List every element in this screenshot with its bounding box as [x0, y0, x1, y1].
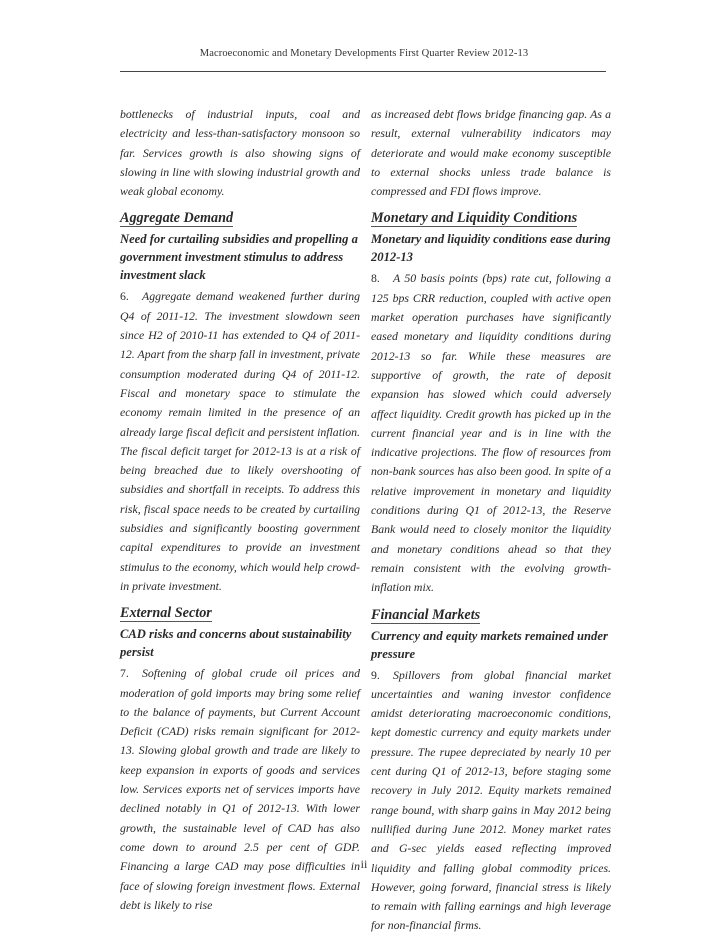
- paragraph-text: Softening of global crude oil prices and moderation of gold imports may bring some relief to the balance of payments, but Current Account Deficit (CAD) risks remain significant for 2012-13. Slowing global growth and trade are likely to keep expansion in exports of goods and services low. Services exports net of services imports have declined notably in Q1 of 2012-13. With lower growth, the sustainable level of CAD has also come down to around 2.5 per cent of GDP. Financing a large CAD may pose difficulties in face of slowing foreign investment flows. External debt is likely to rise: [120, 666, 360, 912]
- left-column: [120, 105, 360, 915]
- paragraph-8: [371, 269, 611, 597]
- paragraph-9: [371, 666, 611, 936]
- paragraph-6: [120, 287, 360, 596]
- header-rule: [120, 71, 606, 72]
- paragraph-text: A 50 basis points (bps) rate cut, following a 125 bps CRR reduction, coupled with active open market operation purchases have significantly eased monetary and liquidity conditions during 2012-13 so far. While these measures are supportive of growth, the rate of deposit expansion has slowed which could adversely affect liquidity. Credit growth has picked up in the current financial year and is in line with the indicative projections. The flow of resources from non-bank sources has also been good. In spite of a relative improvement in monetary and liquidity conditions during Q1 of 2012-13, the Reserve Bank would need to closely monitor the liquidity and monetary conditions ahead so that they remain consistent with the evolving growth-inflation mix.: [371, 271, 611, 595]
- paragraph-text: Aggregate demand weakened further during Q4 of 2011-12. The investment slowdown seen since H2 of 2010-11 has extended to Q4 of 2011-12. Apart from the sharp fall in investment, private consumption moderated during Q4 of 2011-12. Fiscal and monetary space to stimulate the economy remain limited in the presence of an already large fiscal deficit and persistent inflation. The fiscal deficit target for 2012-13 is at a risk of being breached due to likely overshooting of subsidies and shortfall in receipts. To address this risk, fiscal space needs to be created by curtailing subsidies and significantly boosting government capital expenditures to provide an investment stimulus to the economy, which would help crowd-in private investment.: [120, 289, 360, 593]
- subheading-monetary-liquidity: Monetary and liquidity conditions ease during 2012-13: [371, 232, 611, 265]
- heading-external-sector: External Sector: [120, 605, 212, 622]
- heading-aggregate-demand: Aggregate Demand: [120, 210, 234, 227]
- subheading-external-sector: CAD risks and concerns about sustainability persist: [120, 627, 352, 660]
- running-header: Macroeconomic and Monetary Developments First Quarter Review 2012-13: [199, 48, 529, 59]
- paragraph-number: 7.: [120, 666, 129, 681]
- right-intro-paragraph: as increased debt flows bridge financing gap. As a result, external vulnerability indicators may deteriorate and would make economy susceptible to external shocks unless trade balance is compressed and FDI flows improve.: [371, 107, 611, 199]
- heading-financial-markets: Financial Markets: [371, 606, 481, 623]
- paragraph-number: 6.: [120, 289, 129, 304]
- page-number: ii: [360, 857, 368, 871]
- heading-monetary-liquidity: Monetary and Liquidity Conditions: [371, 210, 578, 227]
- paragraph-7: [120, 664, 360, 915]
- subheading-financial-markets: Currency and equity markets remained under pressure: [371, 628, 608, 661]
- paragraph-number: 8.: [371, 271, 380, 286]
- paragraph-text: Spillovers from global financial market uncertainties and waning investor confidence amidst deteriorating macroeconomic conditions, kept domestic currency and equity markets under pressure. The rupee depreciated by nearly 10 per cent during Q1 of 2012-13, before staging some recovery in July 2012. Equity markets remained range bound, with sharp gains in May 2012 being nullified during June 2012. Money market rates and G-sec yields eased reflecting improved liquidity and falling global commodity prices. However, going forward, financial stress is likely to remain with falling earnings and high leverage for non-financial firms.: [371, 667, 611, 933]
- subheading-aggregate-demand: Need for curtailing subsidies and propelling a government investment stimulus to address investment slack: [120, 232, 358, 283]
- paragraph-number: 9.: [371, 667, 380, 682]
- left-intro-paragraph: bottlenecks of industrial inputs, coal and electricity and less-than-satisfactory monsoon so far. Services growth is also showing signs of slowing in line with slowing industrial growth and weak global economy.: [120, 107, 360, 199]
- right-column: [371, 105, 611, 936]
